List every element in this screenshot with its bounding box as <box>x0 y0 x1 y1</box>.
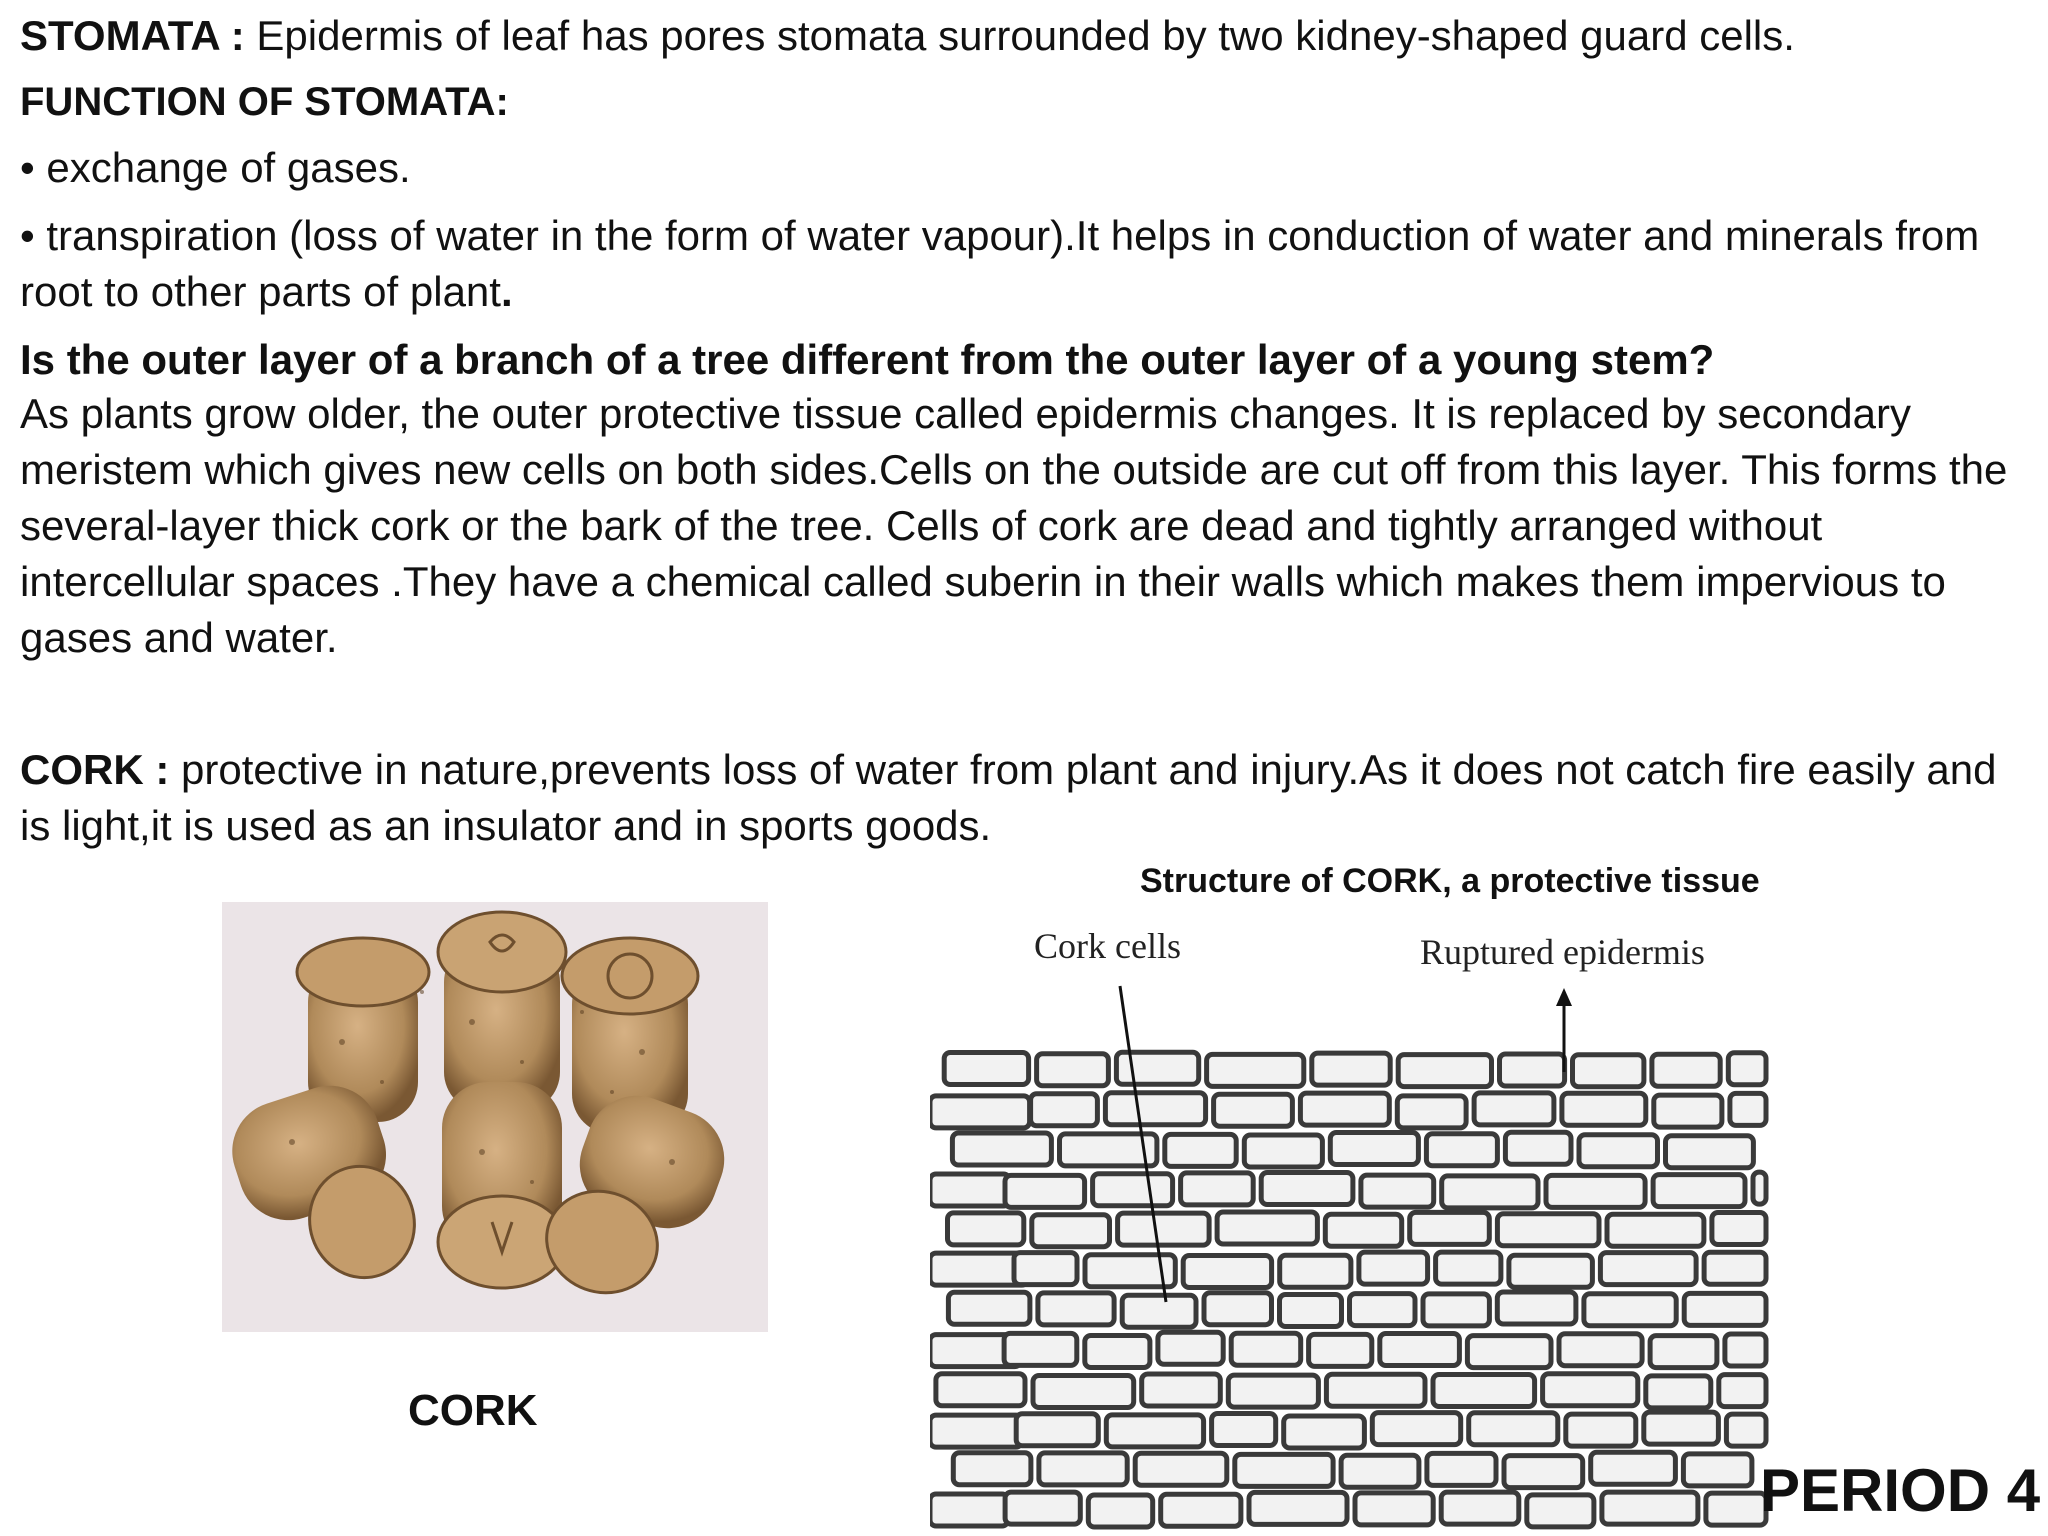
cork-cell <box>1235 1454 1333 1486</box>
cork-cell <box>1161 1494 1241 1526</box>
cork-cell <box>1261 1173 1353 1205</box>
cork-cell <box>1207 1054 1304 1086</box>
cork-cell <box>953 1453 1031 1485</box>
cork-cell <box>1309 1334 1372 1366</box>
cork-cell <box>1004 1333 1077 1365</box>
cork-cell <box>1249 1492 1347 1524</box>
cork-photo <box>222 902 768 1332</box>
cork-cell <box>1654 1095 1722 1127</box>
cork-cell <box>1546 1175 1645 1207</box>
cork-cell <box>1726 1414 1766 1446</box>
cork-cell <box>1158 1332 1223 1364</box>
cork-cell <box>1300 1093 1389 1125</box>
cork-definition <box>20 742 2030 854</box>
cork-cell <box>1504 1456 1583 1488</box>
cork-cell <box>1497 1214 1599 1246</box>
period-label: PERIOD 4 <box>1760 1457 2041 1524</box>
cork-cell <box>1500 1054 1565 1086</box>
cork-cell <box>1562 1093 1646 1125</box>
bullet-transpiration <box>20 208 2030 320</box>
cork-cell <box>1204 1293 1272 1325</box>
cork-cell <box>1231 1333 1301 1365</box>
cork-cell <box>948 1292 1030 1324</box>
stomata-text: Epidermis of leaf has pores stomata surrounded by two kidney-shaped guard cells. <box>244 12 1795 59</box>
cork-cell <box>1644 1412 1719 1444</box>
label-ruptured-epidermis: Ruptured epidermis <box>1420 932 1705 972</box>
bullet-exchange-gases: • exchange of gases. <box>20 144 411 191</box>
cork-cell <box>952 1133 1051 1165</box>
cork-cell <box>1326 1374 1425 1406</box>
cork-cell <box>1039 1453 1127 1485</box>
cork-cell <box>1142 1374 1221 1406</box>
cork-cell <box>1116 1052 1198 1084</box>
cork-cell <box>1355 1493 1433 1525</box>
cork-cell <box>1683 1454 1752 1486</box>
cork-cell <box>1284 1416 1365 1448</box>
cork-cell <box>948 1213 1024 1245</box>
cork-cell <box>1312 1053 1390 1085</box>
cork-cell <box>1467 1336 1551 1368</box>
bullet-period: . <box>500 268 513 315</box>
cork-cell <box>1325 1214 1401 1246</box>
cork-cell <box>1212 1414 1276 1446</box>
cork-cell <box>1361 1175 1434 1207</box>
bullet-transpiration-text: • transpiration (loss of water in the form of water vapour).It helps in conduction of water and minerals from root to other parts of plant <box>20 212 1980 315</box>
cork-cell <box>930 1096 1030 1128</box>
question-heading: Is the outer layer of a branch of a tree different from the outer layer of a young stem? <box>20 336 1715 383</box>
cork-cell <box>1650 1336 1717 1368</box>
cork-cell <box>1410 1212 1490 1244</box>
cork-cell <box>1505 1132 1571 1164</box>
cork-cell <box>1433 1375 1535 1407</box>
cork-cell <box>1719 1375 1766 1407</box>
cork-cell <box>1398 1055 1491 1087</box>
cork-cell <box>1380 1334 1460 1366</box>
cork-cell <box>1032 1215 1110 1247</box>
cork-cell <box>1105 1093 1205 1125</box>
cork-cell <box>1228 1375 1318 1407</box>
cork-cell <box>1704 1252 1766 1284</box>
cork-cell <box>1666 1136 1754 1168</box>
cork-cell <box>1684 1293 1766 1325</box>
cork-cell <box>1469 1413 1558 1445</box>
cork-cell <box>1527 1495 1594 1527</box>
cork-cell <box>1183 1256 1271 1288</box>
cork-cell <box>1706 1493 1766 1525</box>
cork-cell <box>930 1494 1008 1526</box>
cork-cell <box>1280 1255 1351 1287</box>
cork-cell <box>1214 1094 1293 1126</box>
cork-cell <box>1600 1253 1696 1285</box>
cork-cell <box>1566 1414 1636 1446</box>
cork-cell <box>1372 1413 1460 1445</box>
diagram-title: Structure of CORK, a protective tissue <box>1140 862 1760 900</box>
cork-cell <box>1031 1094 1098 1126</box>
cork-cell <box>1427 1453 1496 1485</box>
cork-cell <box>930 1174 1010 1206</box>
stomata-label: STOMATA : <box>20 12 245 59</box>
cork-cell <box>1423 1294 1489 1326</box>
cork-cell <box>1441 1492 1519 1524</box>
cork-cell <box>1579 1135 1658 1167</box>
cork-cell <box>1037 1054 1109 1086</box>
cork-cell <box>1753 1172 1766 1204</box>
cork-cell <box>1085 1336 1150 1368</box>
cork-cell <box>1093 1174 1173 1206</box>
cork-cell <box>936 1374 1025 1406</box>
cork-cell <box>1559 1334 1642 1366</box>
cork-cell <box>1038 1293 1114 1325</box>
cork-cell <box>930 1415 1022 1447</box>
cork-text: protective in nature,prevents loss of water from plant and injury.As it does not catch fire easily and is light,it is used as an insulator and in sports goods. <box>20 746 1997 849</box>
cork-cell <box>1359 1252 1428 1284</box>
cork-cell <box>1181 1173 1254 1205</box>
label-cork-cells: Cork cells <box>1034 930 1181 966</box>
cork-cell <box>1712 1213 1766 1245</box>
cork-cell <box>1244 1135 1322 1167</box>
cork-cell <box>1509 1255 1593 1287</box>
cork-cell <box>1280 1295 1342 1327</box>
cork-cell <box>1607 1214 1704 1246</box>
cork-cell <box>1730 1093 1766 1125</box>
cork-cell <box>1118 1213 1210 1245</box>
cork-front-center <box>438 1082 566 1288</box>
cork-structure-diagram <box>930 930 1770 1536</box>
cork-cell <box>1584 1294 1676 1326</box>
cork-cell <box>1543 1374 1638 1406</box>
cork-label: CORK : <box>20 746 170 793</box>
cork-cell <box>1646 1376 1711 1408</box>
cork-cell <box>1135 1453 1227 1485</box>
cork-cell <box>1350 1294 1416 1326</box>
cork-cell <box>1497 1292 1576 1324</box>
stomata-definition <box>20 8 2030 64</box>
cork-cell <box>1602 1492 1698 1524</box>
cork-cell <box>1341 1455 1419 1487</box>
cork-cell <box>1442 1176 1538 1208</box>
cork-cell <box>1165 1134 1236 1166</box>
cork-cell <box>1397 1096 1466 1128</box>
cork-cell <box>1591 1452 1676 1484</box>
cork-cell <box>1016 1414 1098 1446</box>
cork-photo-caption: CORK <box>408 1386 538 1435</box>
cork-cell <box>1330 1133 1418 1165</box>
cork-cell <box>1122 1295 1196 1327</box>
cork-cell <box>1653 1175 1745 1207</box>
cork-cell <box>1573 1055 1644 1087</box>
answer-paragraph: As plants grow older, the outer protective tissue called epidermis changes. It is replaced by secondary meristem which gives new cells on both sides.Cells on the outside are cut off from this layer. This forms the several-layer thick cork or the bark of the tree. Cells of cork are dead and tightly arranged without intercellular spaces .They have a chemical called suberin in their walls which makes them impervious to gases and water. <box>20 390 2008 661</box>
cork-cell <box>1033 1376 1134 1408</box>
cork-cell <box>1106 1415 1203 1447</box>
cork-cell <box>1436 1252 1501 1284</box>
cork-cell <box>944 1053 1028 1085</box>
cork-cell <box>1005 1175 1085 1207</box>
cork-cell <box>1728 1053 1766 1085</box>
cork-cell <box>1426 1134 1497 1166</box>
cork-cell <box>1725 1334 1766 1366</box>
function-heading: FUNCTION OF STOMATA: <box>20 80 509 124</box>
cork-cell <box>1005 1492 1080 1524</box>
cork-cell <box>1217 1212 1317 1244</box>
cork-cell <box>1474 1093 1554 1125</box>
cork-cell <box>1652 1054 1720 1086</box>
cork-photo-image <box>222 902 768 1332</box>
cork-cell <box>1014 1253 1077 1285</box>
cork-cell <box>1088 1495 1152 1527</box>
